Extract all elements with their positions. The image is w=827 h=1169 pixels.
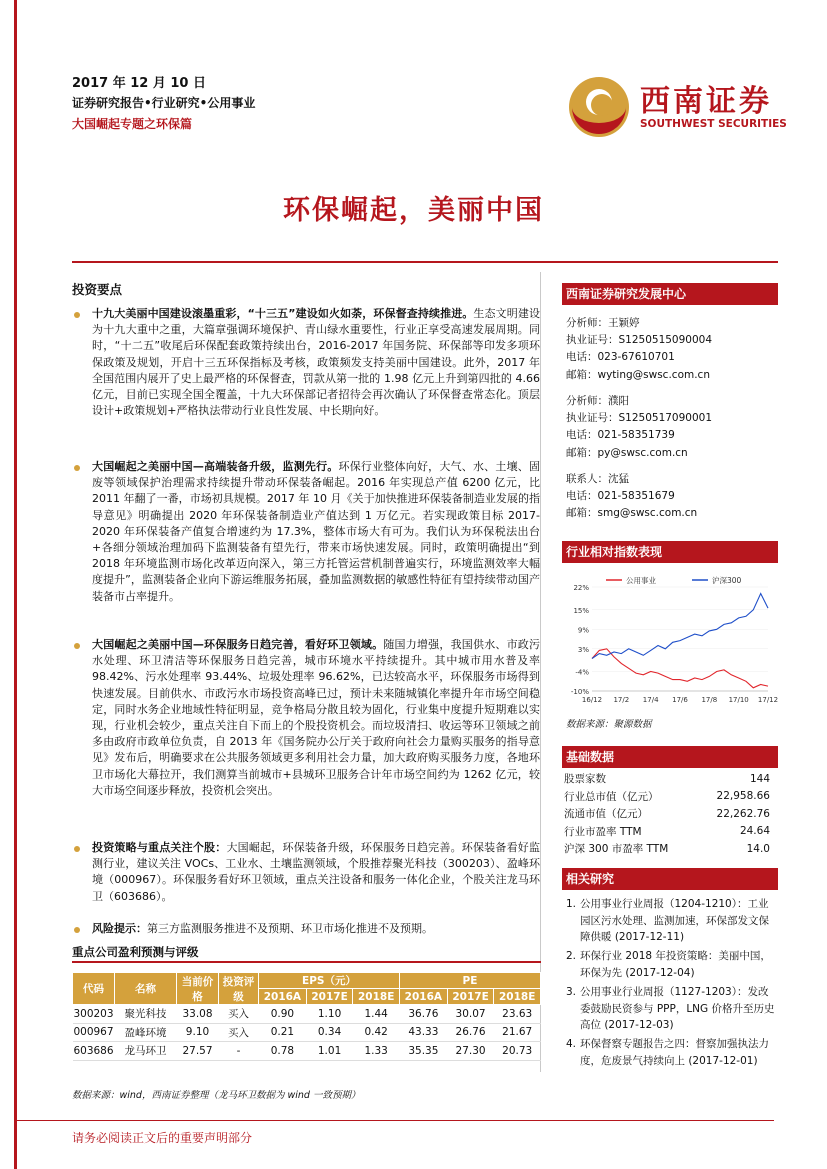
legend-label: 公用事业 (626, 576, 656, 585)
forecast-title: 重点公司盈利预测与评级 (72, 945, 199, 959)
logo-name-en: SOUTHWEST SECURITIES (640, 118, 787, 130)
related-text: 环保督察专题报告之四：督察加强执法力度，危废景气持续向上 (2017-12-01) (580, 1038, 769, 1067)
col-year: 2016A (399, 989, 447, 1005)
analyst-license: 执业证号：S1250515090004 (566, 334, 713, 347)
key-point-text: 大国崛起，环保装备升级，环保服务日趋完善。环保装备看好监测行业，建议关注 VOCs、工业水、土壤监测领域，个股推荐聚光科技（300203）、盈峰环境（000967）。环保服务看好环卫领域，重点关注设备和服务一体化企业，个股关注龙马环卫（603686）。 (92, 841, 541, 903)
key-point-bold: 大国崛起之美丽中国—高端装备升级，监测先行。 (92, 460, 339, 473)
key-point-bold: 投资策略与重点关注个股： (92, 841, 227, 854)
forecast-top-rule (72, 961, 541, 963)
company-logo (566, 74, 787, 140)
title-divider (72, 261, 778, 263)
cell: 26.76 (447, 1023, 494, 1042)
cell: 盈峰环境 (115, 1023, 177, 1042)
table-row (562, 770, 772, 788)
forecast-table (72, 972, 541, 1061)
series-line-utilities (592, 649, 768, 688)
cell: 20.73 (494, 1042, 541, 1061)
cell: 30.07 (447, 1005, 494, 1024)
basic-label: 行业总市值（亿元） (564, 790, 659, 803)
col-rating: 投资评级 (219, 973, 259, 1005)
analyst-1 (566, 315, 712, 384)
cell: 1.33 (353, 1042, 400, 1061)
analyst-role: 分析师：王颖婷 (566, 317, 640, 329)
cell: - (219, 1042, 259, 1061)
key-point-text: 随国力增强，我国供水、市政污水处理、环卫清洁等环保服务日趋完善，城市环境水平持续提升。其中城市用水普及率 98.42%、污水处理率 93.44%、垃圾处理率 96.62%，已达较高水平，环保服务市场得到快速发展。目前供水、市政污水市场投资高峰已过，预计未来随城镇化率提升年市场空间稳定，同时水务企业地域性特征明显，竞争格局分散且较为固化，行业集中度提升短期难以实现，行业机会较少，重点关注自下而上的个股投资机会。而垃圾清扫、收运等环卫领域之前多由政府市政单位负责，自 2013 年《国务院办公厅关于政府向社会力量购买服务的指导意见》发布后，明确要求在公共服务领域更多利用社会力量，加大政府购买服务力度，各地环卫市场化大幕拉开，我们测算当前城市+县城环卫服务合计年市场空间约为 1262 亿元，较大市场空间逐步释放，投资机会突出。 (92, 638, 541, 797)
key-point-2 (72, 459, 540, 605)
chart-source: 数据来源：聚源数据 (566, 719, 652, 730)
table-row (562, 788, 772, 806)
x-tick-label: 17/8 (701, 696, 718, 704)
contact-role: 联系人：沈猛 (566, 473, 629, 485)
y-tick-label: 3% (577, 645, 589, 654)
related-text: 公用事业行业周报（1204-1210）：工业园区污水处理、监测加速，环保部发文保障供暖 (2017-12-11) (580, 898, 769, 943)
contact-email[interactable]: 邮箱：smg@swsc.com.cn (566, 507, 698, 520)
related-number: 4. (566, 1038, 577, 1050)
cell: 000967 (73, 1023, 115, 1042)
x-tick-label: 17/2 (613, 696, 630, 704)
col-pe: PE (399, 973, 540, 989)
key-point-bold: 风险提示： (92, 922, 147, 935)
column-divider (540, 272, 541, 1072)
key-point-text: 环保行业整体向好，大气、水、土壤、固废等领域保护治理需求持续提升带动环保装备崛起。2016 年实现总产值 6200 亿元，比 2011 年翻了一番，市场初具规模。2017 年 10 月《关于加快推进环保装备制造业发展的指导意见》明确提出 2020 年环保装备制造业产值达到 1 万亿元。若实现政策目标 2017-2020 年环保装备产值复合增速约为 17.3%，整体市场大有可为。我们认为环保税法出台+各细分领域治理加码下监测装备有望先行，带来市场快速发展。同时，政策明确提出“到 2018 年环境监测市场化改革迈向深入，第三方托管运营机制普遍实行，环境监测效率大幅度提升”，监测装备企业向下游运维服务拓展，叠加监测数据的敏感性特征有望持续带动国产装备市占率提升。 (92, 460, 541, 603)
key-point-bold: 大国崛起之美丽中国—环保服务日趋完善，看好环卫领域。 (92, 638, 384, 651)
basic-value: 22,958.66 (716, 790, 770, 803)
research-center-heading: 西南证券研究发展中心 (562, 283, 778, 305)
cell: 36.76 (399, 1005, 447, 1024)
cell: 33.08 (177, 1005, 219, 1024)
x-tick-label: 17/6 (672, 696, 688, 704)
basic-data-heading: 基础数据 (562, 746, 778, 768)
bullet-icon (74, 465, 80, 471)
table-row (73, 1042, 541, 1061)
cell: 21.67 (494, 1023, 541, 1042)
related-text: 公用事业行业周报（1127-1203）：发改委鼓励民资参与 PPP，LNG 价格升至历史高位 (2017-12-03) (580, 986, 775, 1031)
cell: 聚光科技 (115, 1005, 177, 1024)
col-price: 当前价格 (177, 973, 219, 1005)
related-number: 3. (566, 986, 577, 998)
col-year: 2017E (447, 989, 494, 1005)
cell: 0.42 (353, 1023, 400, 1042)
bullet-icon (74, 643, 80, 649)
y-tick-label: 15% (573, 606, 589, 615)
key-point-3 (72, 637, 540, 799)
cell: 买入 (219, 1005, 259, 1024)
analyst-role: 分析师：濮阳 (566, 395, 629, 407)
y-tick-label: 9% (577, 626, 589, 635)
index-line-chart (562, 575, 778, 715)
table-row (73, 1023, 541, 1042)
cell: 43.33 (399, 1023, 447, 1042)
cell: 买入 (219, 1023, 259, 1042)
key-point-1 (72, 306, 540, 419)
cell: 1.10 (306, 1005, 353, 1024)
related-item[interactable] (566, 948, 776, 981)
contact-phone: 电话：021-58351679 (566, 490, 675, 503)
cell: 300203 (73, 1005, 115, 1024)
basic-value: 14.0 (746, 842, 770, 855)
x-tick-label: 17/4 (642, 696, 659, 704)
bullet-icon (74, 846, 80, 852)
left-accent-bar (14, 0, 17, 1169)
analyst-email[interactable]: 邮箱：wyting@swsc.com.cn (566, 368, 710, 381)
basic-label: 股票家数 (564, 773, 606, 786)
key-points-heading: 投资要点 (72, 282, 123, 297)
cell: 0.34 (306, 1023, 353, 1042)
col-year: 2018E (353, 989, 400, 1005)
analyst-2 (566, 393, 712, 462)
cell: 1.44 (353, 1005, 400, 1024)
x-tick-label: 16/12 (581, 696, 603, 704)
cell: 27.30 (447, 1042, 494, 1061)
related-number: 1. (566, 898, 577, 910)
table-row (562, 840, 772, 858)
report-topic: 大国崛起专题之环保篇 (72, 117, 193, 131)
basic-label: 行业市盈率 TTM (564, 825, 642, 838)
legend-label: 沪深300 (712, 576, 742, 585)
cell: 9.10 (177, 1023, 219, 1042)
key-point-5 (72, 921, 540, 937)
cell: 35.35 (399, 1042, 447, 1061)
page-title: 环保崛起，美丽中国 (283, 195, 544, 226)
bullet-icon (74, 312, 80, 318)
cell: 0.78 (259, 1042, 307, 1061)
col-eps: EPS（元） (259, 973, 400, 989)
y-tick-label: -4% (575, 668, 589, 677)
analyst-email[interactable]: 邮箱：py@swsc.com.cn (566, 446, 688, 459)
footer-disclaimer[interactable]: 请务必阅读正文后的重要声明部分 (72, 1131, 253, 1145)
cell: 龙马环卫 (115, 1042, 177, 1061)
x-tick-label: 17/10 (728, 696, 749, 704)
related-item[interactable] (566, 1036, 776, 1069)
col-code: 代码 (73, 973, 115, 1005)
y-tick-label: 22% (573, 584, 589, 592)
basic-value: 144 (749, 772, 770, 785)
analyst-phone: 电话：021-58351739 (566, 429, 675, 442)
table-row (562, 805, 772, 823)
analyst-phone: 电话：023-67610701 (566, 351, 675, 364)
forecast-source: 数据来源：wind，西南证券整理（龙马环卫数据为 wind 一致预期） (72, 1090, 361, 1101)
table-row (562, 823, 772, 841)
cell: 1.01 (306, 1042, 353, 1061)
key-point-text: 第三方监测服务推进不及预期、环卫市场化推进不及预期。 (147, 922, 433, 935)
col-name: 名称 (115, 973, 177, 1005)
related-number: 2. (566, 950, 577, 962)
report-date: 2017 年 12 月 10 日 (72, 76, 206, 91)
related-research-heading: 相关研究 (562, 868, 778, 890)
cell: 23.63 (494, 1005, 541, 1024)
related-text: 环保行业 2018 年投资策略：美丽中国，环保为先 (2017-12-04) (580, 950, 771, 979)
col-year: 2017E (306, 989, 353, 1005)
logo-emblem-icon (566, 74, 632, 140)
col-year: 2018E (494, 989, 541, 1005)
contact-person (566, 471, 697, 523)
cell: 603686 (73, 1042, 115, 1061)
key-point-4 (72, 840, 540, 905)
index-chart-heading: 行业相对指数表现 (562, 541, 778, 563)
basic-label: 沪深 300 市盈率 TTM (564, 843, 669, 856)
bullet-icon (74, 927, 80, 933)
col-year: 2016A (259, 989, 307, 1005)
cell: 0.90 (259, 1005, 307, 1024)
cell: 27.57 (177, 1042, 219, 1061)
basic-data-table (562, 770, 772, 858)
key-point-text: 生态文明建设为十九大重中之重，大篇章强调环境保护、青山绿水重要性，行业正享受高速发展周期。同时，“十二五”收尾后环保配套政策持续出台，2016-2017 年国务院、环保部等印发多项环保政策及规划，开启十三五环保指标及考核，政策频发支持美丽中国建设。此外，2017 年全国范围内展开了史上最严格的环保督查，罚款从第一批的 1.98 亿元上升到第四批的 4.66 亿元，目前已实现全国全覆盖，十九大环保部记者招待会再次确认了环保督查常态化。顶层设计+政策规划+严格执法带动行业良性发展、中长期向好。 (92, 307, 540, 418)
analyst-license: 执业证号：S1250517090001 (566, 412, 713, 425)
cell: 0.21 (259, 1023, 307, 1042)
related-item[interactable] (566, 984, 776, 1034)
y-tick-label: -10% (570, 688, 589, 696)
footer-rule (14, 1120, 774, 1121)
table-row (73, 1005, 541, 1024)
key-point-bold: 十九大美丽中国建设滚墨重彩，“十三五”建设如火如荼，环保督查持续推进。 (92, 307, 474, 320)
basic-value: 22,262.76 (716, 807, 770, 820)
basic-value: 24.64 (739, 825, 770, 838)
related-item[interactable] (566, 896, 776, 946)
logo-name: 西南证券 (640, 84, 772, 119)
basic-label: 流通市值（亿元） (564, 808, 648, 821)
x-tick-label: 17/12 (757, 696, 778, 704)
report-series: 证券研究报告•行业研究•公用事业 (72, 96, 256, 110)
